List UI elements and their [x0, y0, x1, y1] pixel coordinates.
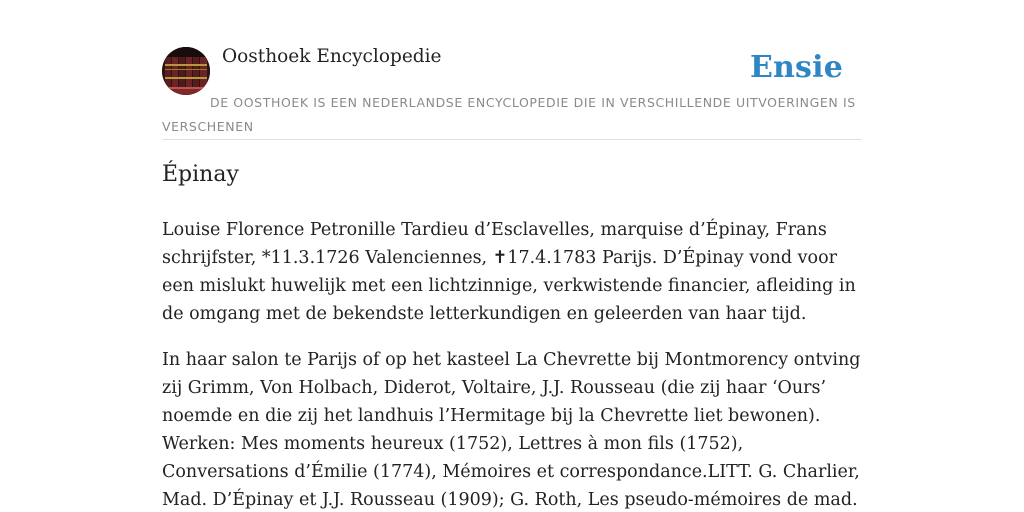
avatar-image: [162, 47, 210, 95]
entry-paragraph: In haar salon te Parijs of op het kasteel La Chevrette bij Montmorency ontving zij Grimm, Von Holbach, Diderot, Voltaire, J.J. Rousseau (die zij haar ‘Ours’ noemde en die zij het landhuis l’Hermitage bij la Chevrette liet bewonen). Werken: Mes moments heureux (1752), Lettres à mon fils (1752), Conversations d’Émilie (1774), Mémoires et correspondance.LITT. G. Charlier, Mad. D’Épinay et J.J. Rousseau (1909); G. Roth, Les pseudo-mémoires de mad.: [162, 350, 861, 510]
entry-body: [162, 216, 862, 512]
entry-title: Épinay: [162, 162, 239, 187]
entry-paragraph: Louise Florence Petronille Tardieu d’Esclavelles, marquise d’Épinay, Frans schrijfster, *11.3.1726 Valenciennes, ✝17.4.1783 Parijs. D’Épinay vond voor een mislukt huwelijk met een lichtzinnige, verkwistende financier, afleiding in de omgang met de bekendste letterkundigen en geleerden van haar tijd.: [162, 220, 856, 324]
header-divider: [162, 139, 862, 140]
site-title[interactable]: Oosthoek Encyclopedie: [222, 46, 442, 67]
site-tagline: DE OOSTHOEK IS EEN NEDERLANDSE ENCYCLOPEDIE DIE IN VERSCHILLENDE UITVOERINGEN IS VERSCHENEN: [162, 95, 856, 134]
brand-logo[interactable]: Ensie: [749, 50, 843, 85]
encyclopedia-books-icon[interactable]: [162, 47, 210, 95]
